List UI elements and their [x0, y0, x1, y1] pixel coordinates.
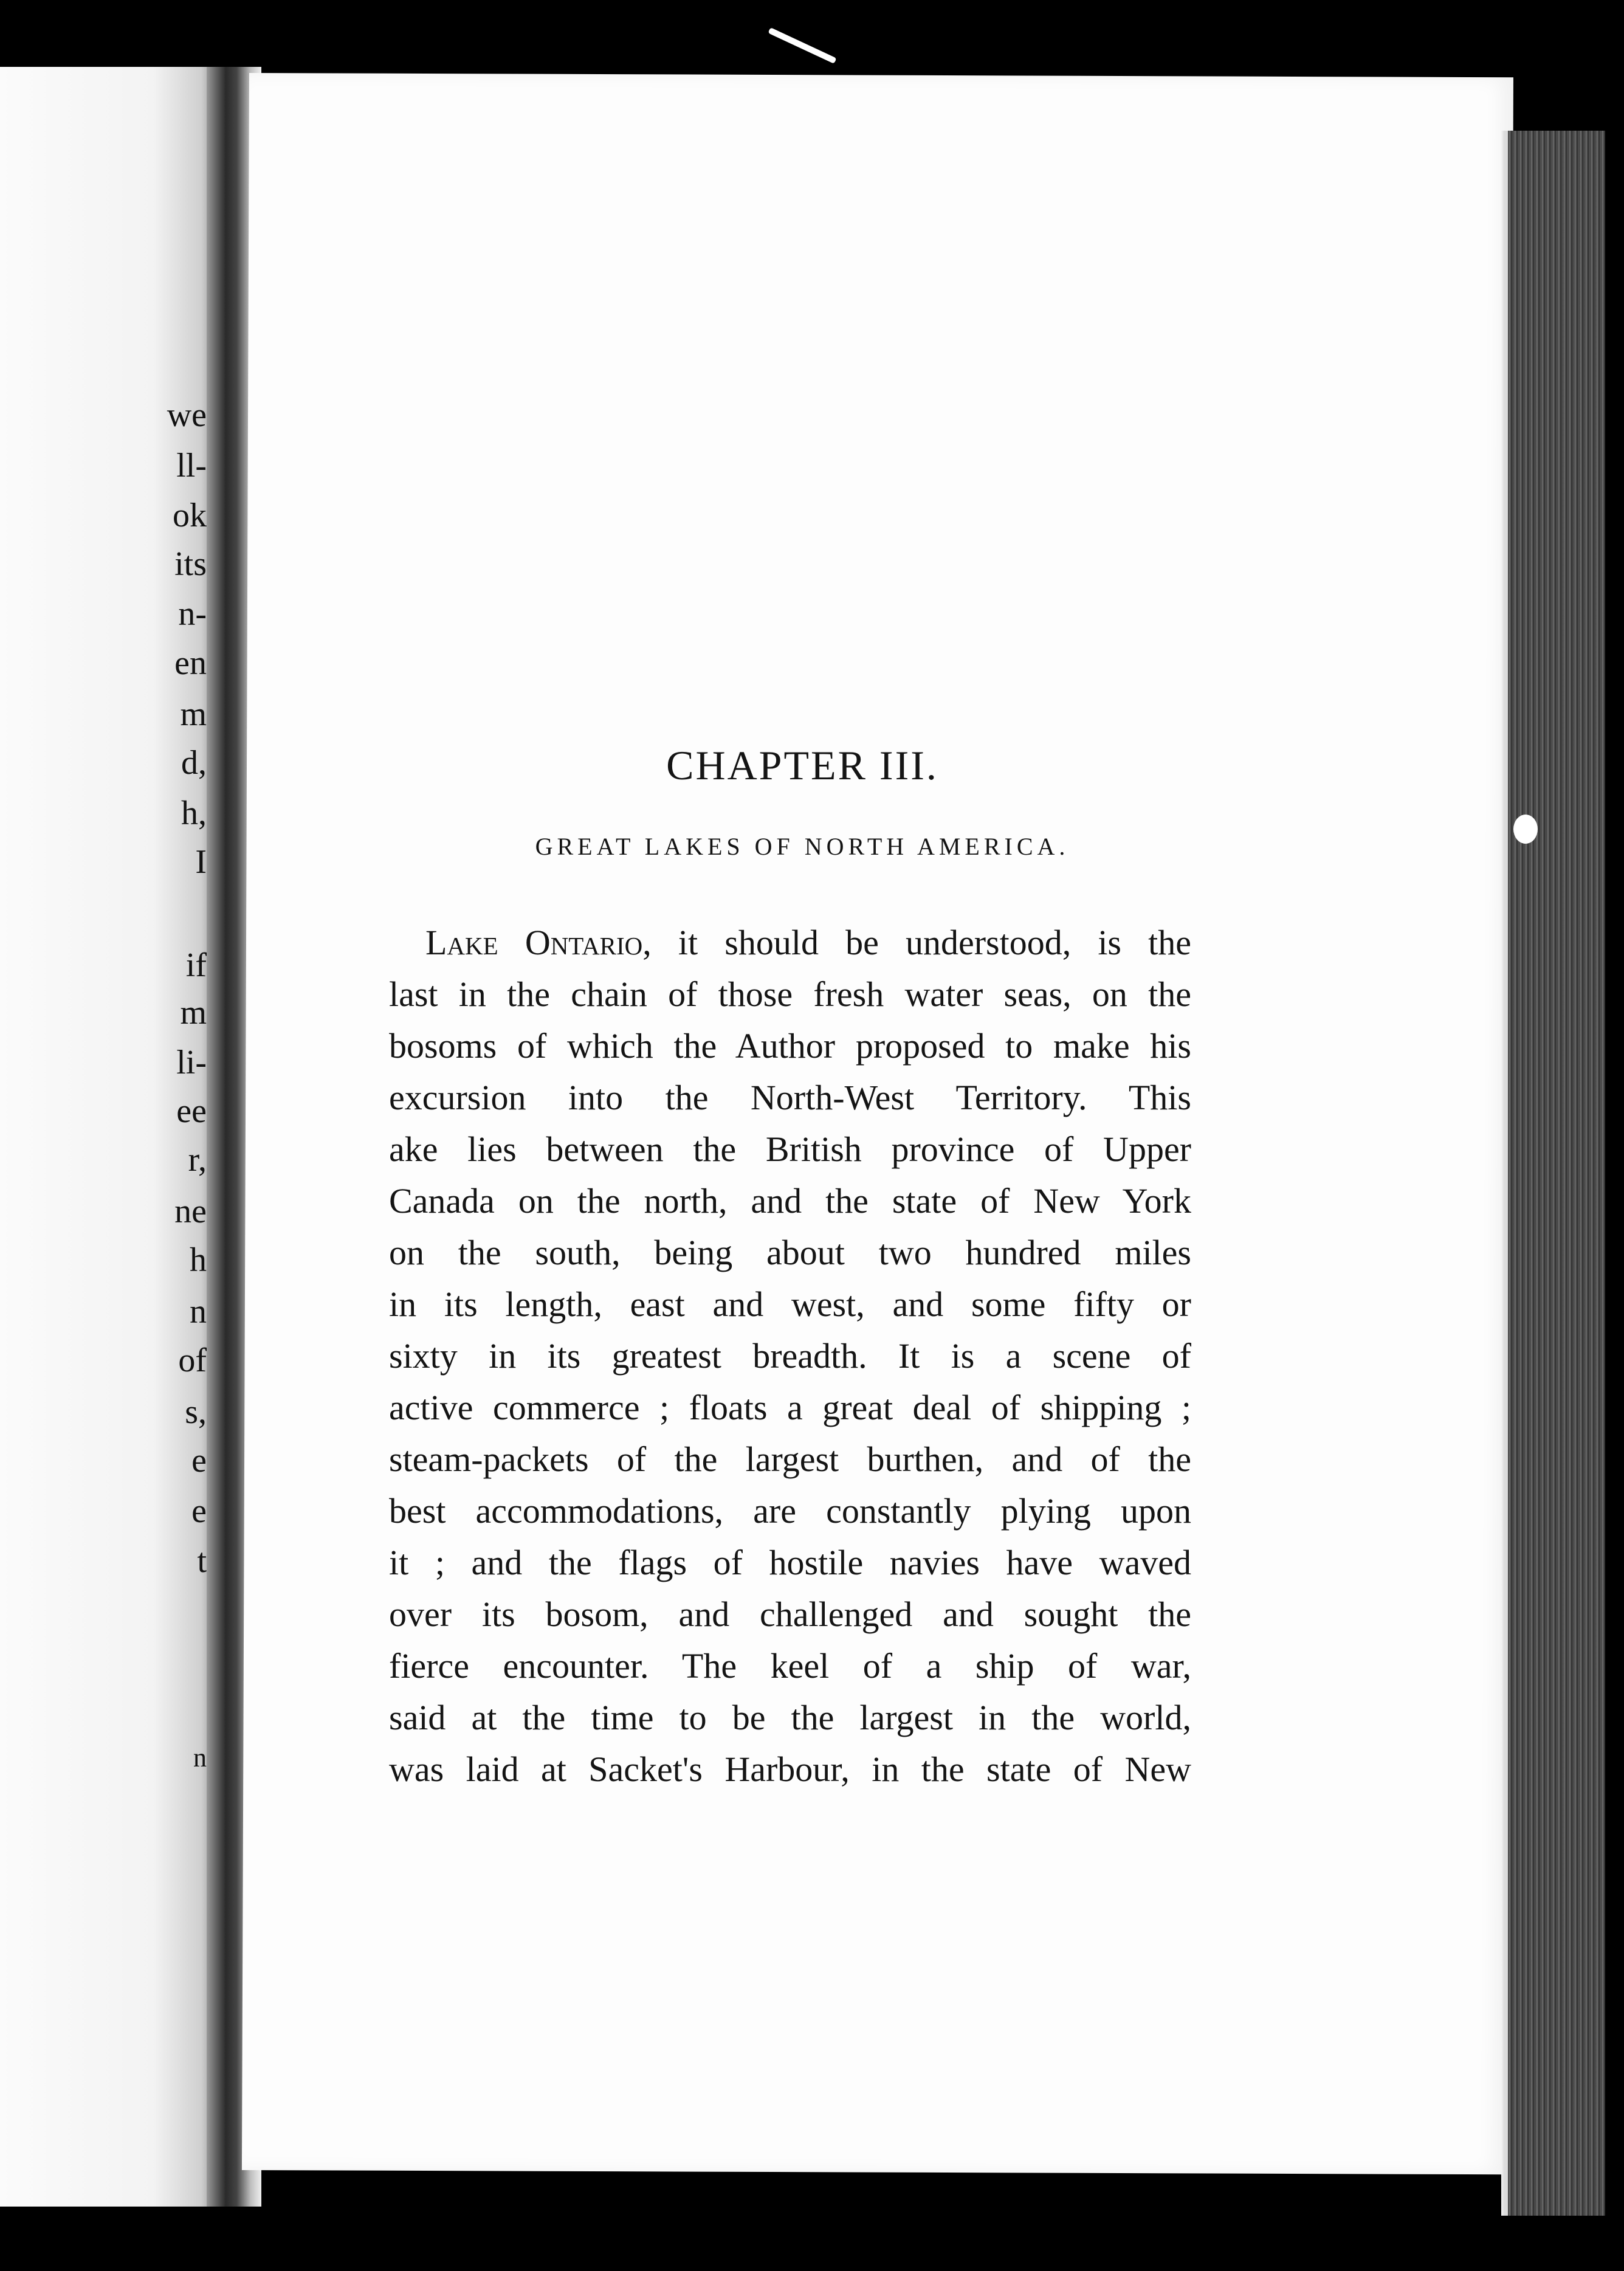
left-fragment: n [193, 1743, 207, 1773]
left-fragment: n- [178, 595, 207, 633]
section-heading: GREAT LAKES OF NORTH AMERICA. [535, 833, 1070, 860]
text-line-content: was laid at Sacket's Harbour, in the state of New [389, 1749, 1191, 1789]
text-line-content: it ; and the flags of hostile navies have waved [389, 1543, 1191, 1582]
text-line-content: ake lies between the British province of Upper [389, 1129, 1191, 1169]
left-fragment: li- [176, 1044, 207, 1081]
page-edges [1504, 131, 1605, 2216]
left-page-text-fragments [0, 67, 207, 2207]
page-text-block [389, 742, 1191, 1795]
text-line [389, 1123, 1191, 1175]
text-line-content: best accommodations, are constantly plying upon [389, 1491, 1191, 1531]
left-fragment: I [195, 843, 207, 881]
text-line [389, 1537, 1191, 1588]
lead-words: Lake Ontario, [425, 923, 652, 962]
text-line-content: said at the time to be the largest in the world, [389, 1698, 1191, 1737]
text-line [389, 1072, 1191, 1123]
text-line [389, 1020, 1191, 1072]
left-fragment: h, [181, 794, 207, 832]
text-line [389, 1382, 1191, 1433]
left-fragment: h [190, 1241, 207, 1279]
text-line-content: steam-packets of the largest burthen, and of the [389, 1439, 1191, 1479]
left-fragment: m [180, 994, 207, 1032]
text-line-content: excursion into the North-West Territory. This [389, 1078, 1191, 1117]
left-fragment: d, [181, 744, 207, 782]
left-fragment: ee [176, 1092, 207, 1130]
text-line-content: on the south, being about two hundred miles [389, 1233, 1191, 1272]
text-line [389, 1485, 1191, 1537]
left-fragment: of [178, 1342, 207, 1379]
left-fragment: m [180, 695, 207, 733]
text-line [389, 1227, 1191, 1278]
left-page [0, 67, 219, 2207]
left-fragment: r, [188, 1141, 207, 1179]
text-line [389, 1330, 1191, 1382]
text-line [389, 1588, 1191, 1640]
left-fragment: e [191, 1492, 207, 1530]
text-line [389, 1175, 1191, 1227]
text-line-content: Canada on the north, and the state of New York [389, 1181, 1191, 1221]
left-fragment: ne [174, 1193, 207, 1230]
text-line [389, 917, 1191, 968]
text-line [389, 968, 1191, 1020]
text-line [389, 1743, 1191, 1795]
left-fragment: s, [185, 1393, 207, 1431]
left-fragment: e [191, 1442, 207, 1480]
left-fragment: en [174, 644, 207, 682]
scan-speck [768, 27, 837, 64]
text-line [389, 1640, 1191, 1692]
left-fragment: ll- [176, 447, 207, 484]
text-line-content: sixty in its greatest breadth. It is a scene of [389, 1336, 1191, 1376]
text-line [389, 1692, 1191, 1743]
text-line-content: bosoms of which the Author proposed to make his [389, 1026, 1191, 1066]
text-line-content: last in the chain of those fresh water seas, on the [389, 974, 1191, 1014]
left-fragment: n [190, 1293, 207, 1331]
left-fragment: if [185, 946, 207, 984]
text-line [389, 1278, 1191, 1330]
text-line-content: fierce encounter. The keel of a ship of war, [389, 1646, 1191, 1686]
left-fragment: its [174, 545, 207, 583]
scan-speck [1513, 815, 1538, 844]
left-fragment: t [197, 1542, 207, 1580]
text-line-content: over its bosom, and challenged and sought the [389, 1594, 1191, 1634]
text-line [389, 1433, 1191, 1485]
body-text [389, 917, 1191, 1795]
text-line-content: it should be understood, is the [678, 923, 1191, 962]
text-line-content: active commerce ; floats a great deal of shipping ; [389, 1388, 1191, 1427]
left-fragment: ok [173, 497, 207, 534]
left-fragment: we [167, 396, 207, 434]
text-line-content: in its length, east and west, and some fifty or [389, 1284, 1191, 1324]
chapter-heading: CHAPTER III. [666, 742, 938, 788]
